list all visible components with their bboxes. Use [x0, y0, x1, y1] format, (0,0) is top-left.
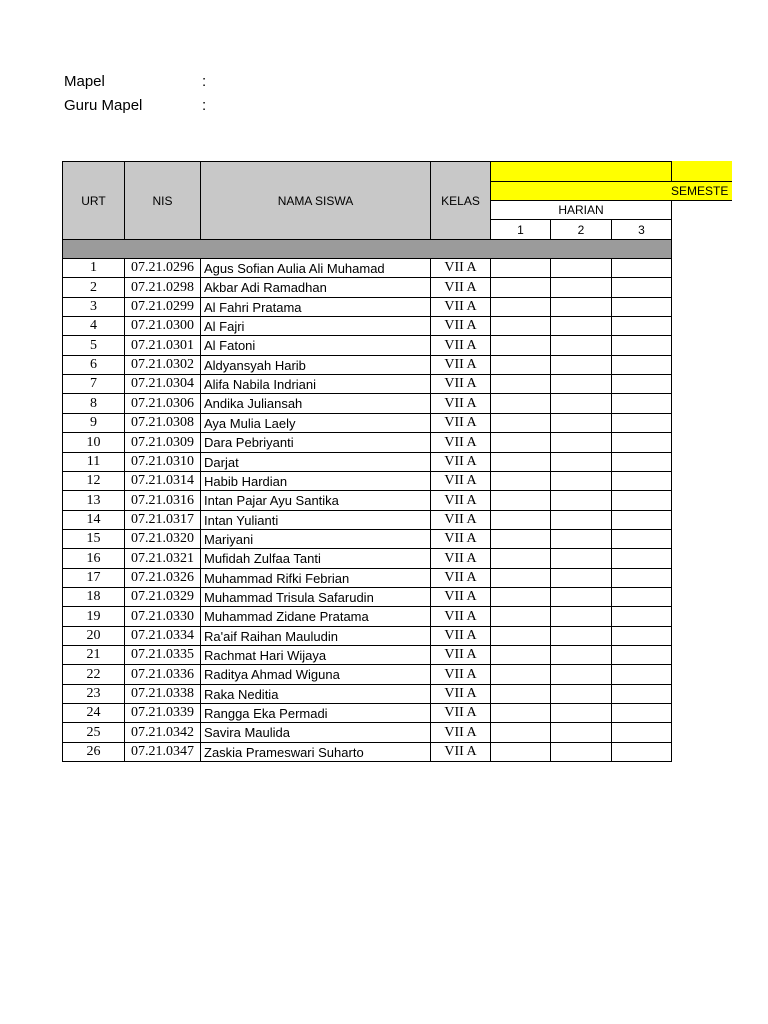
cell-harian-3[interactable]	[611, 297, 672, 317]
cell-kelas[interactable]: VII A	[430, 432, 491, 453]
cell-nis[interactable]: 07.21.0335	[124, 645, 201, 665]
cell-harian-3[interactable]	[611, 529, 672, 549]
cell-nama-siswa[interactable]: Zaskia Prameswari Suharto	[200, 742, 431, 762]
cell-urt[interactable]: 26	[62, 742, 125, 762]
semester-header-top[interactable]	[490, 161, 672, 182]
cell-harian-3[interactable]	[611, 432, 672, 453]
cell-harian-2[interactable]	[550, 432, 612, 453]
cell-kelas[interactable]: VII A	[430, 587, 491, 607]
header-col-3[interactable]: 3	[611, 219, 672, 240]
cell-nis[interactable]: 07.21.0301	[124, 335, 201, 356]
cell-urt[interactable]: 14	[62, 510, 125, 530]
cell-harian-1[interactable]	[490, 703, 551, 723]
header-nama-siswa[interactable]: NAMA SISWA	[200, 161, 431, 240]
cell-kelas[interactable]: VII A	[430, 452, 491, 472]
cell-nama-siswa[interactable]: Al Fahri Pratama	[200, 297, 431, 317]
cell-harian-2[interactable]	[550, 374, 612, 394]
cell-nama-siswa[interactable]: Aya Mulia Laely	[200, 413, 431, 433]
cell-harian-1[interactable]	[490, 374, 551, 394]
cell-harian-3[interactable]	[611, 684, 672, 704]
cell-harian-2[interactable]	[550, 626, 612, 646]
cell-harian-3[interactable]	[611, 568, 672, 588]
cell-kelas[interactable]: VII A	[430, 471, 491, 491]
mapel-label: Mapel	[64, 73, 105, 90]
cell-nama-siswa[interactable]: Intan Yulianti	[200, 510, 431, 530]
cell-nama-siswa[interactable]: Raditya Ahmad Wiguna	[200, 664, 431, 685]
cell-harian-2[interactable]	[550, 277, 612, 298]
semester-header-top-overflow	[672, 161, 732, 181]
cell-harian-1[interactable]	[490, 626, 551, 646]
cell-nama-siswa[interactable]: Alifa Nabila Indriani	[200, 374, 431, 394]
cell-harian-1[interactable]	[490, 548, 551, 569]
cell-kelas[interactable]: VII A	[430, 684, 491, 704]
cell-harian-1[interactable]	[490, 722, 551, 743]
cell-harian-3[interactable]	[611, 490, 672, 511]
cell-harian-1[interactable]	[490, 335, 551, 356]
cell-harian-1[interactable]	[490, 529, 551, 549]
cell-harian-3[interactable]	[611, 722, 672, 743]
header-col-1[interactable]: 1	[490, 219, 551, 240]
cell-harian-3[interactable]	[611, 413, 672, 433]
cell-harian-1[interactable]	[490, 742, 551, 762]
cell-nis[interactable]: 07.21.0302	[124, 355, 201, 375]
cell-harian-2[interactable]	[550, 452, 612, 472]
cell-nama-siswa[interactable]: Ra'aif Raihan Mauludin	[200, 626, 431, 646]
cell-harian-2[interactable]	[550, 606, 612, 627]
cell-harian-1[interactable]	[490, 393, 551, 414]
cell-nis[interactable]: 07.21.0330	[124, 606, 201, 627]
cell-harian-2[interactable]	[550, 548, 612, 569]
cell-nis[interactable]: 07.21.0336	[124, 664, 201, 685]
cell-urt[interactable]: 15	[62, 529, 125, 549]
cell-kelas[interactable]: VII A	[430, 413, 491, 433]
cell-harian-3[interactable]	[611, 587, 672, 607]
cell-harian-2[interactable]	[550, 645, 612, 665]
cell-urt[interactable]: 20	[62, 626, 125, 646]
cell-harian-1[interactable]	[490, 355, 551, 375]
cell-harian-1[interactable]	[490, 471, 551, 491]
header-urt[interactable]: URT	[62, 161, 125, 240]
cell-urt[interactable]: 19	[62, 606, 125, 627]
cell-nama-siswa[interactable]: Dara Pebriyanti	[200, 432, 431, 453]
semester-header[interactable]: SEMESTE	[671, 181, 732, 201]
cell-urt[interactable]: 18	[62, 587, 125, 607]
cell-nis[interactable]: 07.21.0316	[124, 490, 201, 511]
cell-nama-siswa[interactable]: Intan Pajar Ayu Santika	[200, 490, 431, 511]
section-band-row	[62, 239, 672, 259]
cell-harian-2[interactable]	[550, 664, 612, 685]
cell-urt[interactable]: 1	[62, 258, 125, 278]
cell-nama-siswa[interactable]: Savira Maulida	[200, 722, 431, 743]
header-harian[interactable]: HARIAN	[490, 200, 672, 220]
cell-kelas[interactable]: VII A	[430, 490, 491, 511]
cell-urt[interactable]: 21	[62, 645, 125, 665]
cell-harian-1[interactable]	[490, 645, 551, 665]
cell-harian-2[interactable]	[550, 258, 612, 278]
cell-harian-1[interactable]	[490, 684, 551, 704]
cell-nama-siswa[interactable]: Muhammad Zidane Pratama	[200, 606, 431, 627]
cell-urt[interactable]: 25	[62, 722, 125, 743]
cell-kelas[interactable]: VII A	[430, 645, 491, 665]
cell-harian-2[interactable]	[550, 355, 612, 375]
cell-urt[interactable]: 4	[62, 316, 125, 336]
cell-kelas[interactable]: VII A	[430, 529, 491, 549]
cell-harian-2[interactable]	[550, 297, 612, 317]
cell-kelas[interactable]: VII A	[430, 703, 491, 723]
cell-urt[interactable]: 16	[62, 548, 125, 569]
header-kelas[interactable]: KELAS	[430, 161, 491, 240]
cell-harian-2[interactable]	[550, 335, 612, 356]
cell-kelas[interactable]: VII A	[430, 664, 491, 685]
cell-urt[interactable]: 24	[62, 703, 125, 723]
cell-urt[interactable]: 23	[62, 684, 125, 704]
mapel-field	[64, 73, 207, 90]
cell-kelas[interactable]: VII A	[430, 568, 491, 588]
cell-nis[interactable]: 07.21.0342	[124, 722, 201, 743]
cell-harian-2[interactable]	[550, 510, 612, 530]
cell-nama-siswa[interactable]: Rangga Eka Permadi	[200, 703, 431, 723]
cell-harian-1[interactable]	[490, 664, 551, 685]
cell-kelas[interactable]: VII A	[430, 606, 491, 627]
cell-harian-3[interactable]	[611, 471, 672, 491]
cell-harian-1[interactable]	[490, 413, 551, 433]
cell-harian-2[interactable]	[550, 316, 612, 336]
cell-urt[interactable]: 8	[62, 393, 125, 414]
cell-harian-2[interactable]	[550, 490, 612, 511]
cell-urt[interactable]: 10	[62, 432, 125, 453]
cell-harian-3[interactable]	[611, 626, 672, 646]
cell-nis[interactable]: 07.21.0306	[124, 393, 201, 414]
cell-harian-1[interactable]	[490, 432, 551, 453]
cell-harian-3[interactable]	[611, 510, 672, 530]
cell-nama-siswa[interactable]: Muhammad Trisula Safarudin	[200, 587, 431, 607]
cell-harian-1[interactable]	[490, 490, 551, 511]
cell-harian-3[interactable]	[611, 335, 672, 356]
cell-harian-3[interactable]	[611, 645, 672, 665]
cell-harian-2[interactable]	[550, 587, 612, 607]
cell-harian-2[interactable]	[550, 722, 612, 743]
cell-nama-siswa[interactable]: Agus Sofian Aulia Ali Muhamad	[200, 258, 431, 278]
cell-nis[interactable]: 07.21.0299	[124, 297, 201, 317]
cell-nis[interactable]: 07.21.0326	[124, 568, 201, 588]
cell-nama-siswa[interactable]: Mariyani	[200, 529, 431, 549]
cell-urt[interactable]: 3	[62, 297, 125, 317]
guru-mapel-label: Guru Mapel	[64, 97, 143, 114]
cell-kelas[interactable]: VII A	[430, 742, 491, 762]
cell-harian-3[interactable]	[611, 606, 672, 627]
cell-harian-1[interactable]	[490, 297, 551, 317]
cell-kelas[interactable]: VII A	[430, 626, 491, 646]
cell-harian-2[interactable]	[550, 393, 612, 414]
cell-nama-siswa[interactable]: Mufidah Zulfaa Tanti	[200, 548, 431, 569]
cell-nis[interactable]: 07.21.0304	[124, 374, 201, 394]
cell-nama-siswa[interactable]: Muhammad Rifki Febrian	[200, 568, 431, 588]
cell-nis[interactable]: 07.21.0300	[124, 316, 201, 336]
cell-nis[interactable]: 07.21.0296	[124, 258, 201, 278]
cell-nis[interactable]: 07.21.0347	[124, 742, 201, 762]
mapel-colon: :	[202, 73, 207, 90]
header-nis[interactable]: NIS	[124, 161, 201, 240]
cell-harian-1[interactable]	[490, 452, 551, 472]
cell-harian-3[interactable]	[611, 548, 672, 569]
cell-urt[interactable]: 22	[62, 664, 125, 685]
cell-harian-3[interactable]	[611, 452, 672, 472]
cell-nis[interactable]: 07.21.0317	[124, 510, 201, 530]
cell-harian-1[interactable]	[490, 316, 551, 336]
cell-harian-2[interactable]	[550, 684, 612, 704]
cell-kelas[interactable]: VII A	[430, 297, 491, 317]
cell-harian-1[interactable]	[490, 258, 551, 278]
cell-kelas[interactable]: VII A	[430, 277, 491, 298]
cell-urt[interactable]: 5	[62, 335, 125, 356]
cell-nama-siswa[interactable]: Aldyansyah Harib	[200, 355, 431, 375]
cell-harian-1[interactable]	[490, 277, 551, 298]
cell-nis[interactable]: 07.21.0329	[124, 587, 201, 607]
cell-harian-3[interactable]	[611, 374, 672, 394]
cell-nis[interactable]: 07.21.0334	[124, 626, 201, 646]
cell-harian-3[interactable]	[611, 355, 672, 375]
cell-nis[interactable]: 07.21.0320	[124, 529, 201, 549]
cell-nama-siswa[interactable]: Al Fatoni	[200, 335, 431, 356]
cell-kelas[interactable]: VII A	[430, 258, 491, 278]
cell-nis[interactable]: 07.21.0309	[124, 432, 201, 453]
guru-mapel-colon: :	[202, 97, 207, 114]
cell-nis[interactable]: 07.21.0338	[124, 684, 201, 704]
cell-nis[interactable]: 07.21.0339	[124, 703, 201, 723]
cell-urt[interactable]: 9	[62, 413, 125, 433]
cell-harian-3[interactable]	[611, 316, 672, 336]
cell-kelas[interactable]: VII A	[430, 316, 491, 336]
semester-header-left[interactable]	[490, 181, 672, 201]
cell-harian-1[interactable]	[490, 587, 551, 607]
cell-harian-1[interactable]	[490, 510, 551, 530]
guru-mapel-field	[64, 97, 207, 114]
cell-harian-3[interactable]	[611, 277, 672, 298]
header-col-2[interactable]: 2	[550, 219, 612, 240]
cell-urt[interactable]: 2	[62, 277, 125, 298]
cell-urt[interactable]: 7	[62, 374, 125, 394]
cell-harian-2[interactable]	[550, 568, 612, 588]
cell-urt[interactable]: 12	[62, 471, 125, 491]
cell-nis[interactable]: 07.21.0308	[124, 413, 201, 433]
cell-kelas[interactable]: VII A	[430, 510, 491, 530]
cell-nama-siswa[interactable]: Darjat	[200, 452, 431, 472]
cell-kelas[interactable]: VII A	[430, 548, 491, 569]
cell-urt[interactable]: 6	[62, 355, 125, 375]
cell-nis[interactable]: 07.21.0321	[124, 548, 201, 569]
cell-harian-2[interactable]	[550, 703, 612, 723]
cell-kelas[interactable]: VII A	[430, 393, 491, 414]
cell-kelas[interactable]: VII A	[430, 355, 491, 375]
cell-kelas[interactable]: VII A	[430, 335, 491, 356]
cell-harian-2[interactable]	[550, 413, 612, 433]
cell-harian-3[interactable]	[611, 664, 672, 685]
cell-urt[interactable]: 11	[62, 452, 125, 472]
cell-nama-siswa[interactable]: Akbar Adi Ramadhan	[200, 277, 431, 298]
cell-harian-3[interactable]	[611, 742, 672, 762]
cell-harian-3[interactable]	[611, 258, 672, 278]
cell-harian-1[interactable]	[490, 568, 551, 588]
cell-harian-2[interactable]	[550, 529, 612, 549]
cell-nama-siswa[interactable]: Habib Hardian	[200, 471, 431, 491]
cell-nama-siswa[interactable]: Al Fajri	[200, 316, 431, 336]
cell-nama-siswa[interactable]: Rachmat Hari Wijaya	[200, 645, 431, 665]
cell-nama-siswa[interactable]: Andika Juliansah	[200, 393, 431, 414]
cell-harian-1[interactable]	[490, 606, 551, 627]
cell-urt[interactable]: 17	[62, 568, 125, 588]
cell-kelas[interactable]: VII A	[430, 374, 491, 394]
cell-kelas[interactable]: VII A	[430, 722, 491, 743]
cell-harian-2[interactable]	[550, 471, 612, 491]
cell-harian-3[interactable]	[611, 703, 672, 723]
cell-nis[interactable]: 07.21.0314	[124, 471, 201, 491]
cell-nama-siswa[interactable]: Raka Neditia	[200, 684, 431, 704]
cell-harian-2[interactable]	[550, 742, 612, 762]
cell-nis[interactable]: 07.21.0310	[124, 452, 201, 472]
cell-urt[interactable]: 13	[62, 490, 125, 511]
cell-harian-3[interactable]	[611, 393, 672, 414]
cell-nis[interactable]: 07.21.0298	[124, 277, 201, 298]
